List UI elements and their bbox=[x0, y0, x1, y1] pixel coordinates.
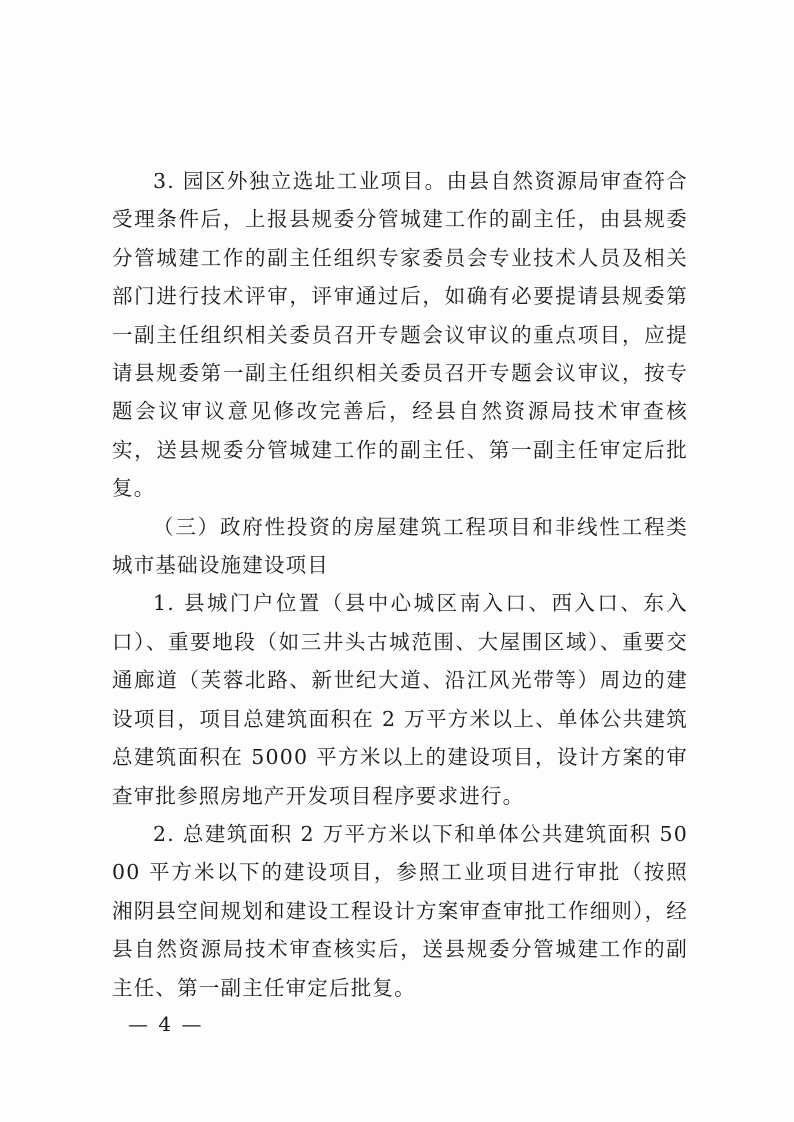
document-body bbox=[112, 162, 688, 1007]
paragraph-gateway-key-area-projects: 1. 县城门户位置（县中心城区南入口、西入口、东入口）、重要地段（如三井头古城范围、大屋围区域）、重要交通廊道（芙蓉北路、新世纪大道、沿江风光带等）周边的建设项目，项目总建筑面积在 2 万平方米以上、单体公共建筑总建筑面积在 5000 平方米以上的建设项目，设计方案的审查审批参照房地产开发项目程序要求进行。 bbox=[112, 591, 688, 808]
page-number: — 4 — bbox=[128, 1012, 204, 1036]
paragraph-industrial-project-site-selection: 3. 园区外独立选址工业项目。由县自然资源局审查符合受理条件后，上报县规委分管城建工作的副主任，由县规委分管城建工作的副主任组织专家委员会专业技术人员及相关部门进行技术评审，评审通过后，如确有必要提请县规委第一副主任组织相关委员召开专题会议审议的重点项目，应提请县规委第一副主任组织相关委员召开专题会议审议，按专题会议审议意见修改完善后，经县自然资源局技术审查核实，送县规委分管城建工作的副主任、第一副主任审定后批复。 bbox=[112, 169, 688, 501]
section-heading-government-investment: （三）政府性投资的房屋建筑工程项目和非线性工程类城市基础设施建设项目 bbox=[112, 514, 688, 578]
paragraph-small-scale-projects: 2. 总建筑面积 2 万平方米以下和单体公共建筑面积 5000 平方米以下的建设项目，参照工业项目进行审批（按照湘阴县空间规划和建设工程设计方案审查审批工作细则），经县自然资源局技术审查核实后，送县规委分管城建工作的副主任、第一副主任审定后批复。 bbox=[112, 821, 688, 1000]
